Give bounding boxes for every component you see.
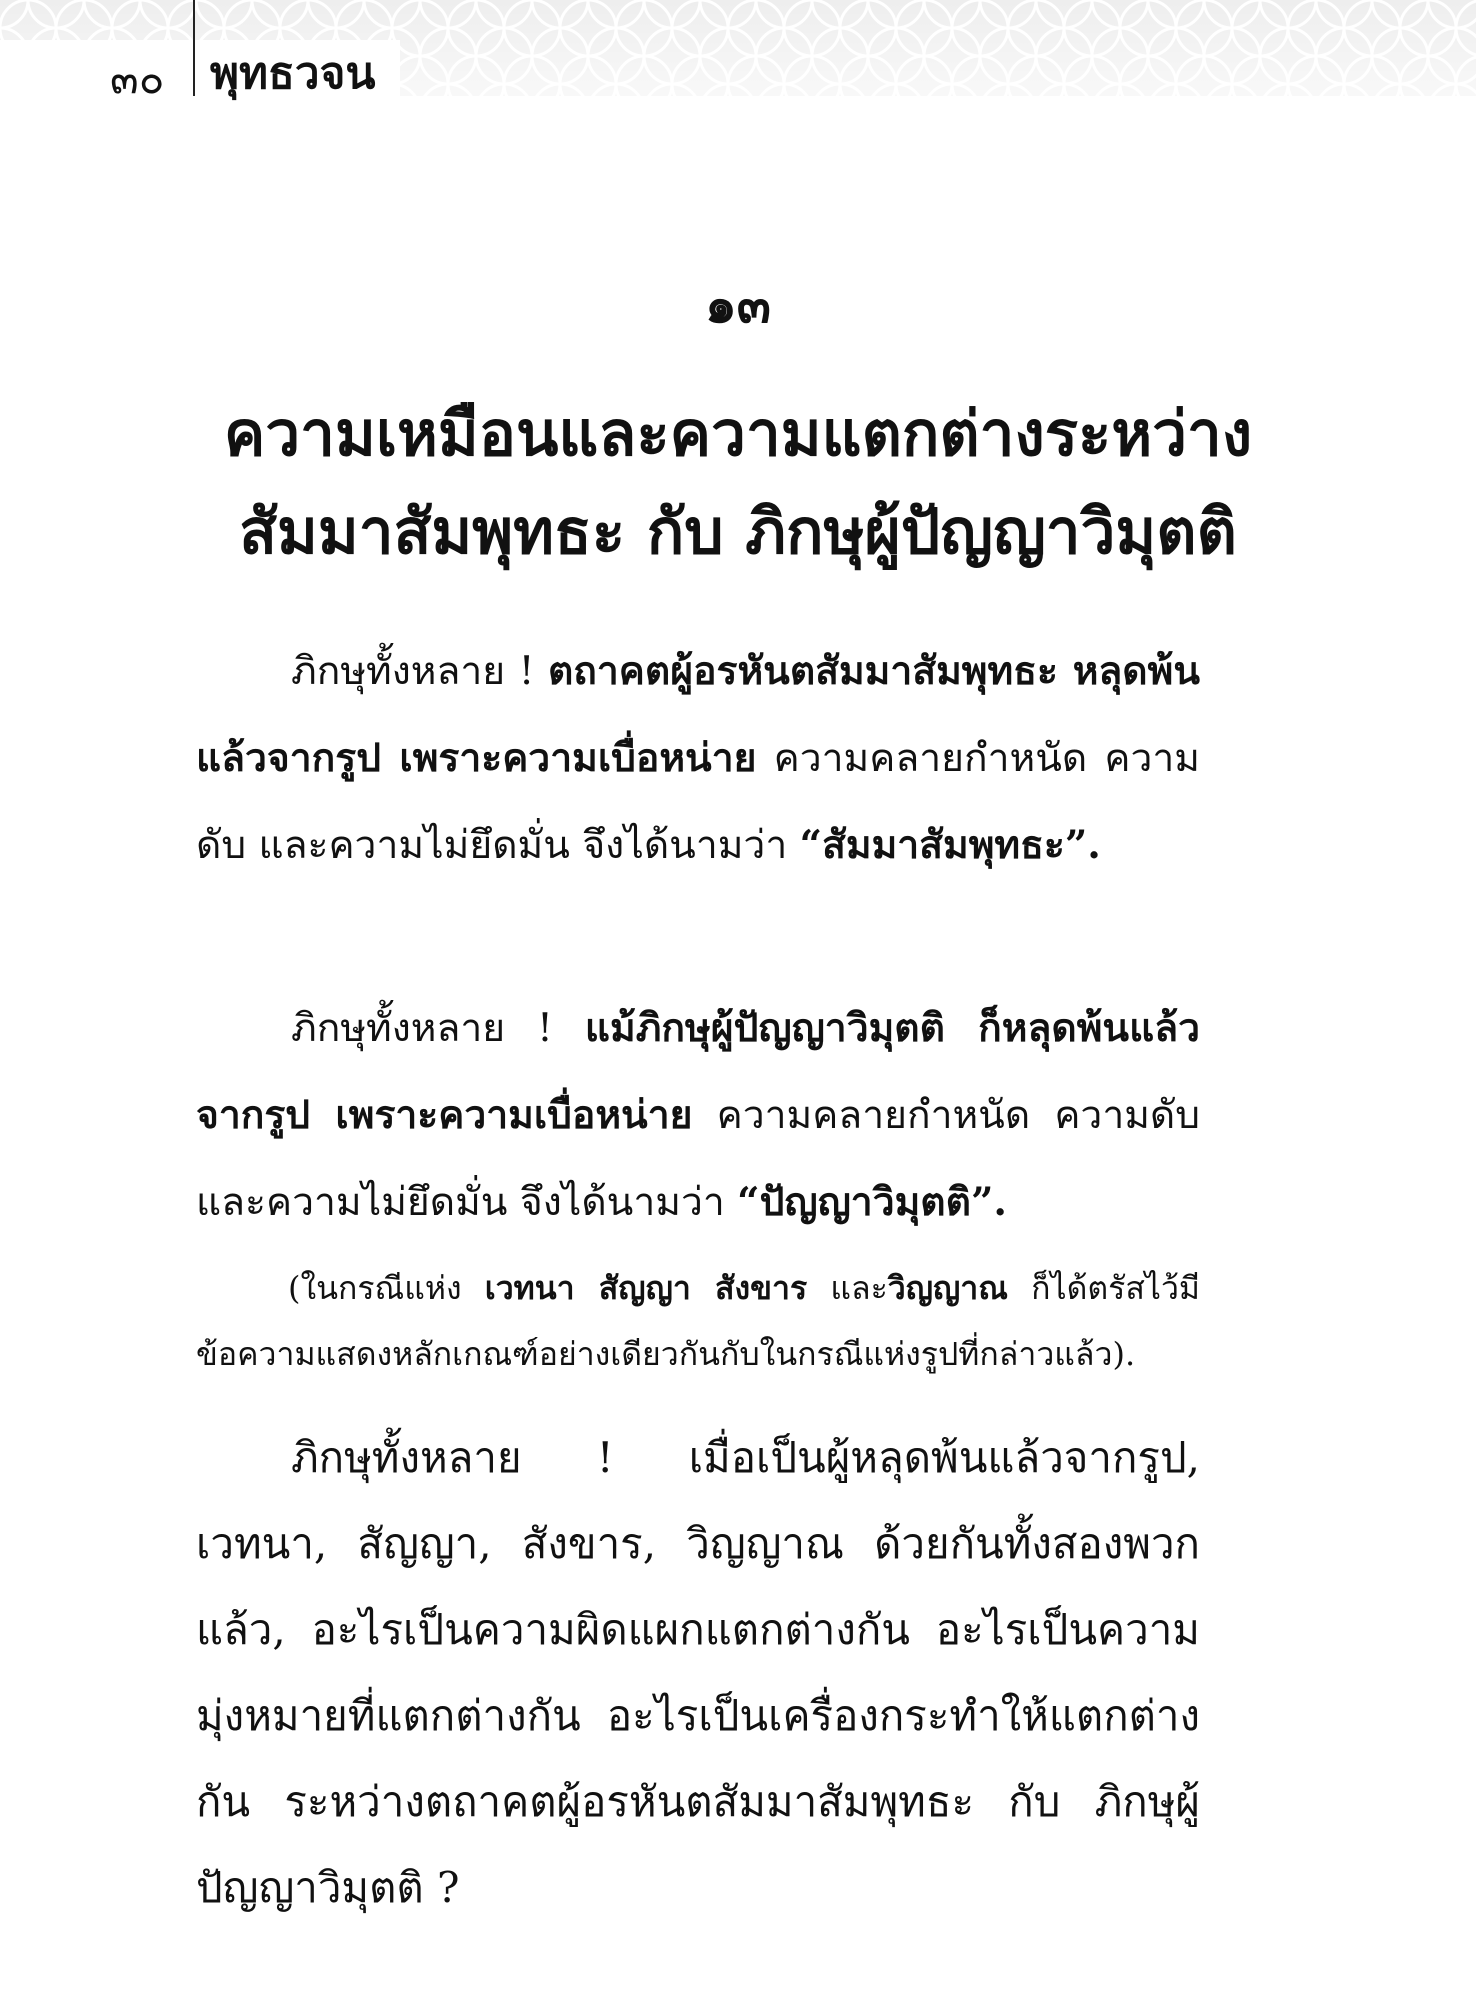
page-number: ๓๐ — [110, 54, 165, 103]
chapter-title-line-1: ความเหมือนและความแตกต่างระหว่าง — [223, 397, 1253, 470]
chapter-number: ๑๓ — [705, 275, 771, 334]
address-text: ภิกษุทั้งหลาย ! — [291, 1006, 585, 1051]
emphasis-text: ตถาคตผู้อรหันตสัมมาสัมพุทธะ หลุดพ้นแล้วจากรูป เพราะความเบื่อหน่าย — [196, 648, 1200, 781]
note-emphasis: เวทนา สัญญา สังขาร — [484, 1269, 808, 1307]
paragraph-pannavimutti — [196, 985, 1200, 1246]
chapter-title — [150, 385, 1326, 581]
note-emphasis: วิญญาณ — [887, 1269, 1008, 1307]
explanatory-note — [196, 1255, 1200, 1387]
paragraph-tathagata — [196, 628, 1200, 889]
question-text: ภิกษุทั้งหลาย ! เมื่อเป็นผู้หลุดพ้นแล้วจากรูป, เวทนา, สัญญา, สังขาร, วิญญาณ ด้วยกันทั้งสองพวกแล้ว, อะไรเป็นความผิดแผกแตกต่างกัน อะไรเป็นความมุ่งหมายที่แตกต่างกัน อะไรเป็นเครื่องกระทำให้แตกต่างกัน ระหว่างตถาคตผู้อรหันตสัมมาสัมพุทธะ กับ ภิกษุผู้ปัญญาวิมุตติ ? — [196, 1433, 1200, 1912]
title-quote: “ปัญญาวิมุตติ”. — [737, 1179, 1007, 1225]
running-head: พุทธวจน — [210, 48, 376, 99]
chapter-title-line-2: สัมมาสัมพุทธะ กับ ภิกษุผู้ปัญญาวิมุตติ — [239, 495, 1237, 568]
address-text: ภิกษุทั้งหลาย ! — [291, 649, 548, 694]
header-divider — [193, 0, 195, 96]
note-text: (ในกรณีแห่ง — [288, 1269, 485, 1307]
note-text: ก็ได้ตรัสไว้มีข้อความแสดงหลักเกณฑ์อย่างเดียวกันกับในกรณีแห่งรูปที่กล่าวแล้ว). — [196, 1269, 1200, 1373]
body-text: ความคลายกำหนัด ความดับ และความไม่ยึดมั่น จึงได้นามว่า — [196, 736, 1200, 868]
body-text: ความคลายกำหนัด ความดับ และความไม่ยึดมั่น จึงได้นามว่า — [196, 1093, 1201, 1225]
paragraph-question — [196, 1415, 1200, 1931]
note-text: และ — [807, 1269, 888, 1307]
emphasis-text: แม้ภิกษุผู้ปัญญาวิมุตติ ก็หลุดพ้นแล้วจากรูป เพราะความเบื่อหน่าย — [196, 1005, 1201, 1138]
title-quote: “สัมมาสัมพุทธะ”. — [799, 822, 1101, 868]
